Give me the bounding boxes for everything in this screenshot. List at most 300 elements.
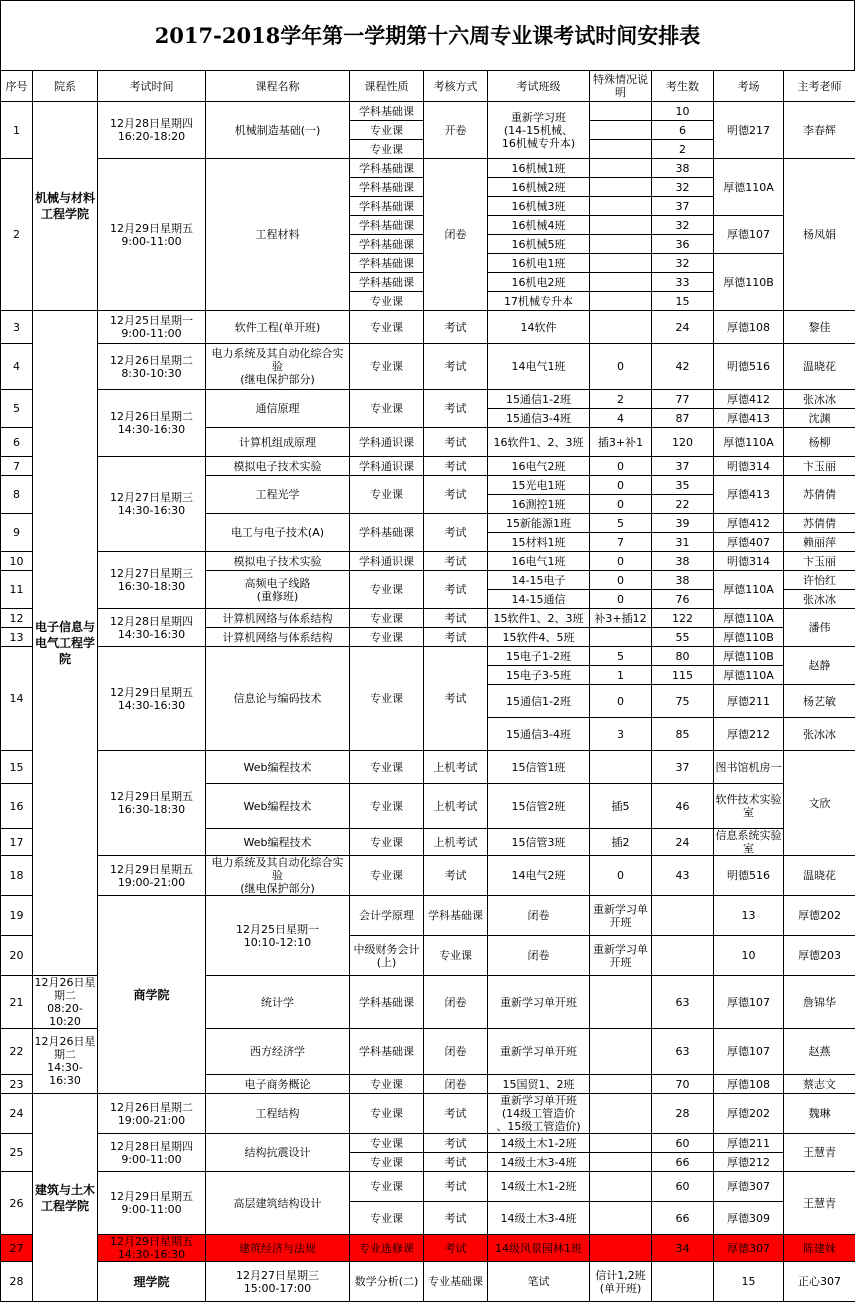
table-cell: 张冰冰 — [784, 390, 855, 409]
table-cell: 温晓花 — [784, 344, 855, 390]
table-cell: 厚德212 — [714, 718, 784, 751]
table-cell: 60 — [652, 1134, 714, 1153]
table-cell: 32 — [652, 254, 714, 273]
table-cell: 15信管3班 — [488, 829, 590, 856]
table-cell: 学科基础课 — [350, 178, 424, 197]
table-cell: 理学院 — [98, 1262, 206, 1302]
table-cell — [590, 1029, 652, 1075]
table-cell: 16机械5班 — [488, 235, 590, 254]
table-cell: 学科通识课 — [350, 552, 424, 571]
table-cell — [590, 235, 652, 254]
table-cell: 11 — [1, 571, 33, 609]
table-cell: 14级土木3-4班 — [488, 1202, 590, 1235]
table-cell: 学科基础课 — [350, 1029, 424, 1075]
table-cell: 考试 — [424, 428, 488, 457]
table-cell — [590, 1094, 652, 1134]
table-cell: 厚德110A — [714, 428, 784, 457]
table-cell: 重新学习单开班 — [590, 896, 652, 936]
table-cell: 计算机网络与体系结构 — [206, 609, 350, 628]
table-cell: 软件工程(单开班) — [206, 311, 350, 344]
table-cell: 13 — [714, 896, 784, 936]
table-cell: 12月27日星期三 15:00-17:00 — [206, 1262, 350, 1302]
table-cell: 2 — [652, 140, 714, 159]
table-cell: 7 — [590, 533, 652, 552]
table-cell: 12月26日星期二 19:00-21:00 — [98, 1094, 206, 1134]
table-header — [1, 71, 855, 102]
table-row — [1, 1262, 855, 1302]
table-cell: 专业课 — [350, 140, 424, 159]
table-row — [1, 896, 855, 936]
table-cell: 厚德211 — [714, 685, 784, 718]
table-cell: 考试 — [424, 1172, 488, 1202]
table-cell: 7 — [1, 457, 33, 476]
table-cell: 西方经济学 — [206, 1029, 350, 1075]
table-cell: 4 — [1, 344, 33, 390]
table-cell: 学科基础课 — [350, 254, 424, 273]
table-cell: 10 — [652, 102, 714, 121]
table-cell: 35 — [652, 476, 714, 495]
table-cell — [590, 1134, 652, 1153]
table-cell: 专业课 — [424, 936, 488, 976]
table-cell: 厚德108 — [714, 311, 784, 344]
table-cell: 37 — [652, 457, 714, 476]
header-student-count: 考生数 — [652, 71, 714, 102]
table-cell: 0 — [590, 476, 652, 495]
table-cell: 15软件4、5班 — [488, 628, 590, 647]
table-cell: 模拟电子技术实验 — [206, 552, 350, 571]
table-cell: 计算机网络与体系结构 — [206, 628, 350, 647]
table-cell: 5 — [1, 390, 33, 428]
table-cell: 重新学习单开班 — [488, 1029, 590, 1075]
table-cell: 学科基础课 — [350, 273, 424, 292]
table-cell: 60 — [652, 1172, 714, 1202]
table-cell: 20 — [1, 936, 33, 976]
table-cell: 补3+插12 — [590, 609, 652, 628]
table-cell: 12月26日星期二 14:30-16:30 — [98, 390, 206, 457]
table-cell: 专业课 — [350, 609, 424, 628]
table-cell: 上机考试 — [424, 829, 488, 856]
table-cell — [590, 1172, 652, 1202]
table-cell: 75 — [652, 685, 714, 718]
table-cell: 23 — [1, 1075, 33, 1094]
table-cell: 建筑与土木工程学院 — [33, 1094, 98, 1302]
table-cell: 苏倩倩 — [784, 514, 855, 533]
table-cell: 15电子1-2班 — [488, 647, 590, 666]
table-cell: 工程材料 — [206, 159, 350, 311]
table-cell: 厚德110A — [714, 571, 784, 609]
table-cell: 19 — [1, 896, 33, 936]
table-cell: 0 — [590, 344, 652, 390]
table-cell: 考试 — [424, 1235, 488, 1262]
table-cell: 17 — [1, 829, 33, 856]
table-cell: 开卷 — [424, 102, 488, 159]
table-cell: 闭卷 — [424, 1029, 488, 1075]
table-cell: 统计学 — [206, 976, 350, 1029]
table-cell: 专业基础课 — [424, 1262, 488, 1302]
table-cell: 15通信1-2班 — [488, 390, 590, 409]
table-cell: 沈渊 — [784, 409, 855, 428]
table-cell: 70 — [652, 1075, 714, 1094]
table-cell: 赖丽萍 — [784, 533, 855, 552]
table-cell: Web编程技术 — [206, 784, 350, 829]
table-cell: Web编程技术 — [206, 829, 350, 856]
table-cell: 12 — [1, 609, 33, 628]
table-cell: 15 — [652, 292, 714, 311]
table-cell: 16软件1、2、3班 — [488, 428, 590, 457]
table-cell: 重新学习单开班 — [590, 936, 652, 976]
table-cell: 潘伟 — [784, 609, 855, 647]
table-cell — [590, 102, 652, 121]
table-cell: 插2 — [590, 829, 652, 856]
table-cell: 专业课 — [350, 311, 424, 344]
table-cell: 12月29日星期五 9:00-11:00 — [98, 159, 206, 311]
table-cell: 0 — [590, 571, 652, 590]
table-cell: 12月26日星期二 14:30-16:30 — [33, 1029, 98, 1094]
table-cell: 12月29日星期五 14:30-16:30 — [98, 1235, 206, 1262]
header-exam-room: 考场 — [714, 71, 784, 102]
table-cell: 16机械2班 — [488, 178, 590, 197]
table-cell: 许怡红 — [784, 571, 855, 590]
table-cell: 1 — [1, 102, 33, 159]
table-cell — [590, 311, 652, 344]
table-cell: 工程结构 — [206, 1094, 350, 1134]
table-cell: 厚德110A — [714, 609, 784, 628]
table-row — [1, 102, 855, 121]
table-cell: 14-15通信 — [488, 590, 590, 609]
table-cell: 43 — [652, 856, 714, 896]
table-cell: 12月27日星期三 16:30-18:30 — [98, 552, 206, 609]
table-cell: 专业课 — [350, 1202, 424, 1235]
table-cell: 12月28日星期四 16:20-18:20 — [98, 102, 206, 159]
table-cell: 厚德309 — [714, 1202, 784, 1235]
table-cell — [652, 936, 714, 976]
table-cell: 32 — [652, 216, 714, 235]
table-cell: 16机械4班 — [488, 216, 590, 235]
header-course-name: 课程名称 — [206, 71, 350, 102]
table-cell: 厚德211 — [714, 1134, 784, 1153]
table-cell: 厚德110B — [714, 254, 784, 311]
table-cell: 上机考试 — [424, 751, 488, 784]
table-cell: 14软件 — [488, 311, 590, 344]
table-cell: 专业课 — [350, 1075, 424, 1094]
header-exam-class: 考试班级 — [488, 71, 590, 102]
table-cell: 17机械专升本 — [488, 292, 590, 311]
table-cell: 37 — [652, 751, 714, 784]
table-cell: 厚德202 — [714, 1094, 784, 1134]
table-cell: 0 — [590, 856, 652, 896]
table-cell: 专业课 — [350, 1094, 424, 1134]
table-cell: 厚德107 — [714, 216, 784, 254]
header-assessment: 考核方式 — [424, 71, 488, 102]
table-cell: 16机械3班 — [488, 197, 590, 216]
table-cell: 39 — [652, 514, 714, 533]
table-cell: 0 — [590, 590, 652, 609]
table-cell: 15通信1-2班 — [488, 685, 590, 718]
table-cell: 考试 — [424, 856, 488, 896]
table-cell: 16机械1班 — [488, 159, 590, 178]
table-cell: 15光电1班 — [488, 476, 590, 495]
table-cell — [590, 178, 652, 197]
table-cell: 模拟电子技术实验 — [206, 457, 350, 476]
table-cell: 厚德307 — [714, 1172, 784, 1202]
table-cell: 120 — [652, 428, 714, 457]
table-cell: 杨柳 — [784, 428, 855, 457]
table-cell: 卞玉丽 — [784, 457, 855, 476]
table-cell: 15通信3-4班 — [488, 409, 590, 428]
table-cell: 电力系统及其自动化综合实验 (继电保护部分) — [206, 344, 350, 390]
table-cell: 闭卷 — [488, 896, 590, 936]
table-cell: 22 — [652, 495, 714, 514]
table-body — [1, 102, 855, 1302]
table-cell: 厚德110A — [714, 666, 784, 685]
table-cell: 12月28日星期四 14:30-16:30 — [98, 609, 206, 647]
table-cell: 14 — [1, 647, 33, 751]
table-cell: 55 — [652, 628, 714, 647]
table-cell: 厚德413 — [714, 476, 784, 514]
table-cell: 建筑经济与法规 — [206, 1235, 350, 1262]
table-cell: 厚德110B — [714, 628, 784, 647]
table-cell: 苏倩倩 — [784, 476, 855, 514]
table-cell: 插5 — [590, 784, 652, 829]
table-cell: 赵燕 — [784, 1029, 855, 1075]
table-cell: 李春辉 — [784, 102, 855, 159]
table-cell: 信计1,2班(单开班) — [590, 1262, 652, 1302]
table-row — [1, 751, 855, 784]
table-cell — [652, 896, 714, 936]
table-cell: 12月25日星期一 9:00-11:00 — [98, 311, 206, 344]
table-cell: 14级风景园林1班 — [488, 1235, 590, 1262]
table-cell: Web编程技术 — [206, 751, 350, 784]
table-cell: 考试 — [424, 609, 488, 628]
table-cell: 考试 — [424, 1153, 488, 1172]
table-cell: 考试 — [424, 1134, 488, 1153]
table-cell: 6 — [652, 121, 714, 140]
table-cell: 2 — [590, 390, 652, 409]
table-cell: 工程光学 — [206, 476, 350, 514]
table-cell — [652, 1262, 714, 1302]
table-cell: 0 — [590, 685, 652, 718]
table-cell: 专业课 — [350, 784, 424, 829]
table-cell: 电子商务概论 — [206, 1075, 350, 1094]
table-cell: 28 — [652, 1094, 714, 1134]
table-cell: 王慧青 — [784, 1134, 855, 1172]
table-cell: 31 — [652, 533, 714, 552]
table-cell: 24 — [1, 1094, 33, 1134]
table-row — [1, 647, 855, 666]
table-cell: 闭卷 — [424, 976, 488, 1029]
table-cell: 5 — [590, 514, 652, 533]
table-cell: 专业课 — [350, 1172, 424, 1202]
table-cell: 上机考试 — [424, 784, 488, 829]
table-cell: 学科基础课 — [350, 976, 424, 1029]
table-cell — [590, 1202, 652, 1235]
table-cell: 12月27日星期三 14:30-16:30 — [98, 457, 206, 552]
table-cell: 考试 — [424, 1202, 488, 1235]
header-seq: 序号 — [1, 71, 33, 102]
table-cell: 46 — [652, 784, 714, 829]
table-cell — [590, 273, 652, 292]
table-cell: 0 — [590, 495, 652, 514]
table-cell: 14级土木3-4班 — [488, 1153, 590, 1172]
table-cell: 考试 — [424, 628, 488, 647]
table-cell: 76 — [652, 590, 714, 609]
table-cell: 詹锦华 — [784, 976, 855, 1029]
table-cell — [590, 1075, 652, 1094]
table-cell: 80 — [652, 647, 714, 666]
table-cell: 厚德107 — [714, 1029, 784, 1075]
table-cell — [590, 254, 652, 273]
table-cell: 0 — [590, 457, 652, 476]
table-cell: 16电气2班 — [488, 457, 590, 476]
table-cell: 专业课 — [350, 292, 424, 311]
table-cell: 魏琳 — [784, 1094, 855, 1134]
table-cell: 厚德110B — [714, 647, 784, 666]
table-cell: 厚德307 — [714, 1235, 784, 1262]
table-cell: 38 — [652, 571, 714, 590]
table-cell: 学科基础课 — [350, 235, 424, 254]
table-cell: 12月29日星期五 14:30-16:30 — [98, 647, 206, 751]
table-cell: 厚德110A — [714, 159, 784, 216]
table-cell: 学科基础课 — [350, 102, 424, 121]
table-cell: 14级土木1-2班 — [488, 1134, 590, 1153]
table-cell: 学科基础课 — [350, 216, 424, 235]
table-cell — [590, 140, 652, 159]
table-cell: 14级土木1-2班 — [488, 1172, 590, 1202]
table-row — [1, 1094, 855, 1134]
table-cell: 杨凤娟 — [784, 159, 855, 311]
table-cell: 专业课 — [350, 121, 424, 140]
table-cell — [590, 197, 652, 216]
table-cell — [590, 628, 652, 647]
table-cell: 考试 — [424, 647, 488, 751]
table-cell: 5 — [590, 647, 652, 666]
table-cell: 明德217 — [714, 102, 784, 159]
exam-schedule-table — [0, 70, 855, 1302]
table-cell: 重新学习单开班 — [488, 976, 590, 1029]
table-cell: 12月25日星期一 10:10-12:10 — [206, 896, 350, 976]
table-cell: 机械制造基础(一) — [206, 102, 350, 159]
table-cell: 专业课 — [350, 390, 424, 428]
table-cell — [590, 1153, 652, 1172]
table-cell: 10 — [1, 552, 33, 571]
table-cell: 37 — [652, 197, 714, 216]
table-cell: 专业课 — [350, 647, 424, 751]
table-cell: 张冰冰 — [784, 718, 855, 751]
table-cell — [590, 216, 652, 235]
table-cell: 专业课 — [350, 571, 424, 609]
table-cell: 66 — [652, 1153, 714, 1172]
table-cell: 插3+补1 — [590, 428, 652, 457]
table-cell: 3 — [590, 718, 652, 751]
table-cell: 图书馆机房一 — [714, 751, 784, 784]
table-cell: 15电子3-5班 — [488, 666, 590, 685]
table-cell: 机械与材料工程学院 — [33, 102, 98, 311]
table-cell: 0 — [590, 552, 652, 571]
table-row — [1, 1134, 855, 1153]
header-exam-time: 考试时间 — [98, 71, 206, 102]
table-cell: 18 — [1, 856, 33, 896]
table-cell: 结构抗震设计 — [206, 1134, 350, 1172]
table-cell: 12月26日星期二 08:20-10:20 — [33, 976, 98, 1029]
table-cell: 66 — [652, 1202, 714, 1235]
table-cell: 文欣 — [784, 751, 855, 856]
table-cell: 12月28日星期四 9:00-11:00 — [98, 1134, 206, 1172]
table-cell: 高层建筑结构设计 — [206, 1172, 350, 1235]
table-cell — [590, 159, 652, 178]
table-cell: 信息系统实验室 — [714, 829, 784, 856]
table-cell: 专业课 — [350, 1153, 424, 1172]
table-cell: 学科通识课 — [350, 428, 424, 457]
table-cell: 115 — [652, 666, 714, 685]
table-cell: 杨艺敏 — [784, 685, 855, 718]
table-cell: 15通信3-4班 — [488, 718, 590, 751]
table-cell: 考试 — [424, 457, 488, 476]
table-cell: 考试 — [424, 552, 488, 571]
table-cell: 学科通识课 — [350, 457, 424, 476]
table-cell: 重新学习单开班 (14级工管造价 、15级工管造价) — [488, 1094, 590, 1134]
table-cell: 16电气1班 — [488, 552, 590, 571]
table-cell: 32 — [652, 178, 714, 197]
table-cell: 明德516 — [714, 344, 784, 390]
table-cell: 厚德202 — [784, 896, 855, 936]
table-cell: 数学分析(二) — [350, 1262, 424, 1302]
table-cell: 63 — [652, 1029, 714, 1075]
table-cell: 专业课 — [350, 751, 424, 784]
table-cell: 中级财务会计(上) — [350, 936, 424, 976]
table-row — [1, 552, 855, 571]
table-cell — [590, 121, 652, 140]
table-cell: 34 — [652, 1235, 714, 1262]
table-cell: 15 — [714, 1262, 784, 1302]
table-cell: 38 — [652, 159, 714, 178]
table-cell: 专业课 — [350, 1134, 424, 1153]
table-cell: 考试 — [424, 311, 488, 344]
table-cell: 16机电1班 — [488, 254, 590, 273]
table-cell: 14电气1班 — [488, 344, 590, 390]
header-course-type: 课程性质 — [350, 71, 424, 102]
table-cell: 厚德108 — [714, 1075, 784, 1094]
table-cell: 学科基础课 — [350, 197, 424, 216]
table-cell: 77 — [652, 390, 714, 409]
table-cell: 赵静 — [784, 647, 855, 685]
table-row — [1, 609, 855, 628]
table-cell: 电子信息与电气工程学院 — [33, 311, 98, 976]
table-cell: 38 — [652, 552, 714, 571]
table-cell: 专业课 — [350, 628, 424, 647]
table-cell: 27 — [1, 1235, 33, 1262]
table-cell: 28 — [1, 1262, 33, 1302]
table-cell: 信息论与编码技术 — [206, 647, 350, 751]
table-cell: 122 — [652, 609, 714, 628]
table-cell: 87 — [652, 409, 714, 428]
table-cell: 14-15电子 — [488, 571, 590, 590]
table-cell: 专业课 — [350, 344, 424, 390]
table-row — [1, 856, 855, 896]
table-cell: 15信管1班 — [488, 751, 590, 784]
table-cell: 24 — [652, 311, 714, 344]
table-row — [1, 344, 855, 390]
table-cell: 8 — [1, 476, 33, 514]
table-cell: 15国贸1、2班 — [488, 1075, 590, 1094]
table-cell: 36 — [652, 235, 714, 254]
table-cell: 闭卷 — [488, 936, 590, 976]
table-cell: 明德516 — [714, 856, 784, 896]
table-cell: 厚德407 — [714, 533, 784, 552]
table-cell: 软件技术实验室 — [714, 784, 784, 829]
table-cell: 15材料1班 — [488, 533, 590, 552]
table-cell: 高频电子线路 (重修班) — [206, 571, 350, 609]
table-cell: 卞玉丽 — [784, 552, 855, 571]
